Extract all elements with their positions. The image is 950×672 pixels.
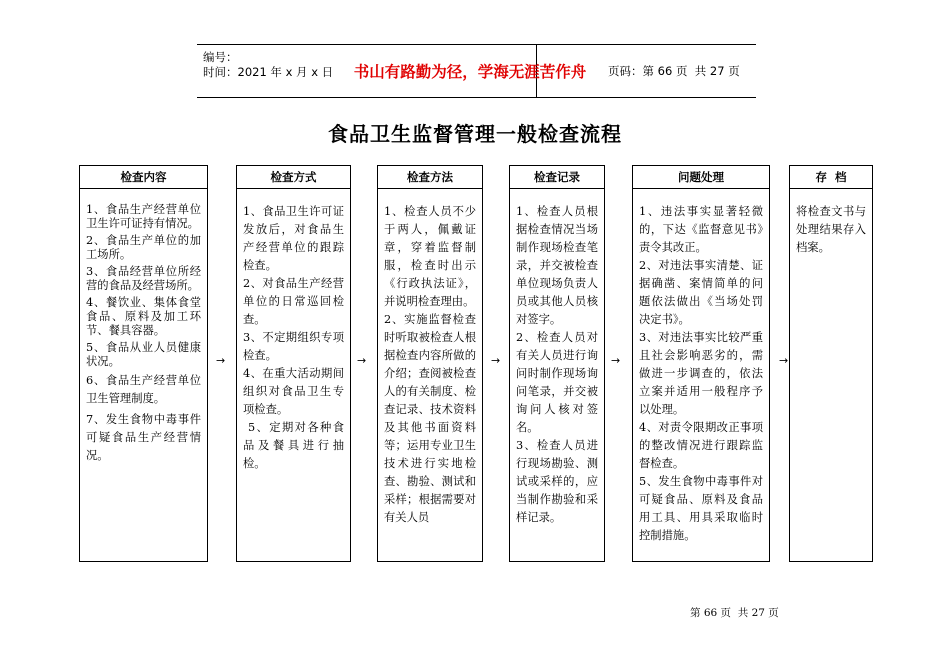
footer-prefix: 第 <box>690 607 704 619</box>
flow-arrow-icon: → <box>779 354 789 367</box>
column-inspection-content <box>79 165 208 562</box>
column-inspection-method <box>377 165 483 562</box>
column-body <box>378 189 482 527</box>
list-item: 5、食品从业人员健康状况。 <box>86 341 201 368</box>
header-page-info <box>608 45 740 97</box>
list-item: 2、对食品生产经营单位的日常巡回检查。 <box>243 277 344 326</box>
page-footer <box>690 605 779 620</box>
list-item: 2、实施监督检查时听取被检查人根据检查内容所做的介绍；查阅被检查人的有关制度、检查记录、技术资料及其他书面资料等；运用专业卫生技术进行实地检查、勘验、测试和采样；根据需要对有关人员 <box>384 313 476 524</box>
time-label: 时间：2021 年 x 月 x 日 <box>203 65 334 79</box>
column-heading: 问题处理 <box>633 166 769 189</box>
list-item: 5、定期对各种食品及餐具进行抽检。 <box>243 421 344 470</box>
page-total: 27 <box>709 64 725 78</box>
column-inspection-record <box>509 165 605 562</box>
flow-arrow-icon: → <box>357 354 367 367</box>
list-item: 4、对责令限期改正事项的整改情况进行跟踪监督检查。 <box>639 421 763 470</box>
list-item: 将检查文书与处理结果存入档案。 <box>796 205 866 254</box>
list-item: 2、检查人员对有关人员进行询问时制作现场询问笔录，并交被询问人核对签名。 <box>516 331 598 434</box>
list-item: 3、检查人员进行现场勘验、测试或采样的，应当制作勘验和采样记录。 <box>516 439 598 524</box>
page-prefix: 页码：第 <box>608 64 658 78</box>
list-item: 3、对违法事实比较严重且社会影响恶劣的，需做进一步调查的，依法立案并适用一般程序予以处理。 <box>639 331 763 416</box>
list-item: 1、违法事实显著轻微的，下达《监督意见书》责令其改正。 <box>639 205 763 254</box>
column-heading: 检查方式 <box>237 166 350 189</box>
list-item: 7、发生食物中毒事件可疑食品生产经营情况。 <box>86 413 201 462</box>
page-mid: 页 共 <box>672 64 710 78</box>
page-current: 66 <box>657 64 673 78</box>
column-issue-handling <box>632 165 770 562</box>
list-item: 3、食品经营单位所经营的食品及经营场所。 <box>86 265 201 292</box>
document-header <box>197 44 756 98</box>
number-label: 编号： <box>203 50 238 64</box>
page-title: 食品卫生监督管理一般检查流程 <box>328 122 622 146</box>
list-item: 2、食品生产单位的加工场所。 <box>86 234 201 261</box>
footer-mid: 页 共 <box>717 607 752 619</box>
page-suffix: 页 <box>724 64 740 78</box>
list-item: 2、对违法事实清楚、证据确凿、案情简单的问题依法做出《当场处罚决定书》。 <box>639 259 763 326</box>
header-motto: 书山有路勤为径，学海无涯苦作舟 <box>353 63 587 81</box>
column-body <box>510 189 604 527</box>
list-item: 1、食品卫生许可证发放后，对食品生产经营单位的跟踪检查。 <box>243 205 344 272</box>
column-heading: 存 档 <box>790 166 872 189</box>
column-heading: 检查方法 <box>378 166 482 189</box>
list-item: 1、检查人员不少于两人，佩戴证章，穿着监督制服，检查时出示《行政执法证》，并说明检查理由。 <box>384 205 476 308</box>
column-archive <box>789 165 873 562</box>
list-item: 6、食品生产经营单位卫生管理制度。 <box>86 374 201 405</box>
list-item: 1、检查人员根据检查情况当场制作现场检查笔录，并交被检查单位现场负责人员或其他人员核对签字。 <box>516 205 598 326</box>
list-item: 1、食品生产经营单位卫生许可证持有情况。 <box>86 203 201 230</box>
column-body <box>237 189 350 473</box>
header-meta <box>203 50 335 80</box>
column-heading: 检查内容 <box>80 166 207 189</box>
column-body <box>80 189 207 465</box>
list-item: 4、餐饮业、集体食堂食品、原料及加工环节、餐具容器。 <box>86 296 201 337</box>
list-item: 3、不定期组织专项检查。 <box>243 331 344 362</box>
column-body <box>633 189 769 545</box>
list-item: 5、发生食物中毒事件对可疑食品、原料及食品用工具、用具采取临时控制措施。 <box>639 475 763 542</box>
footer-current-page: 66 <box>703 607 718 619</box>
list-item: 4、在重大活动期间组织对食品卫生专项检查。 <box>243 367 344 416</box>
column-inspection-mode <box>236 165 351 562</box>
flow-arrow-icon: → <box>611 354 621 367</box>
flow-arrow-icon: → <box>491 354 501 367</box>
column-body <box>790 189 872 257</box>
flow-arrow-icon: → <box>216 354 226 367</box>
footer-total-pages: 27 <box>751 607 765 619</box>
column-heading: 检查记录 <box>510 166 604 189</box>
footer-suffix: 页 <box>764 607 779 619</box>
